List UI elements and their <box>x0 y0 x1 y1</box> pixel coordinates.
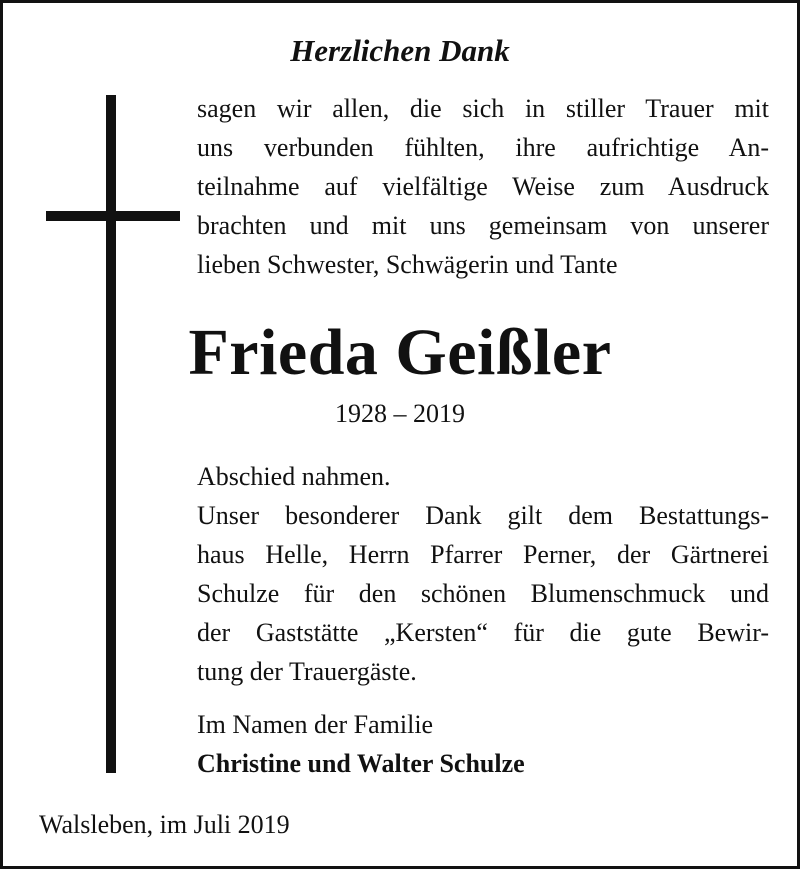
life-years: 1928 – 2019 <box>335 399 465 428</box>
thanks-line: tung der Trauergäste. <box>197 657 417 686</box>
cross-icon-horizontal <box>46 211 180 221</box>
thanks-line: der Gaststätte „Kersten“ für die gute Bewir- <box>197 618 769 647</box>
intro-line: brachten und mit uns gemeinsam von unserer <box>197 211 769 240</box>
thanks-line: haus Helle, Herrn Pfarrer Perner, der Gärtnerei <box>197 540 769 569</box>
intro-text <box>197 89 769 284</box>
family-intro: Im Namen der Familie <box>197 710 434 739</box>
place-date: Walsleben, im Juli 2019 <box>39 810 290 839</box>
thanks-line: Schulze für den schönen Blumenschmuck und <box>197 579 769 608</box>
thanks-line: Abschied nahmen. <box>197 462 391 491</box>
deceased-name: Frieda Geißler <box>188 316 612 389</box>
heading: Herzlichen Dank <box>290 33 510 68</box>
intro-line: uns verbunden fühlten, ihre aufrichtige An- <box>197 133 769 162</box>
intro-line: teilnahme auf vielfältige Weise zum Ausdruck <box>197 172 769 201</box>
intro-line: sagen wir allen, die sich in stiller Trauer mit <box>197 94 769 123</box>
cross-icon-vertical <box>106 95 116 773</box>
family-signature <box>197 705 525 783</box>
thanks-line: Unser besonderer Dank gilt dem Bestattungs- <box>197 501 769 530</box>
intro-line: lieben Schwester, Schwägerin und Tante <box>197 250 618 279</box>
thanks-text <box>197 457 769 691</box>
family-names: Christine und Walter Schulze <box>197 749 525 778</box>
